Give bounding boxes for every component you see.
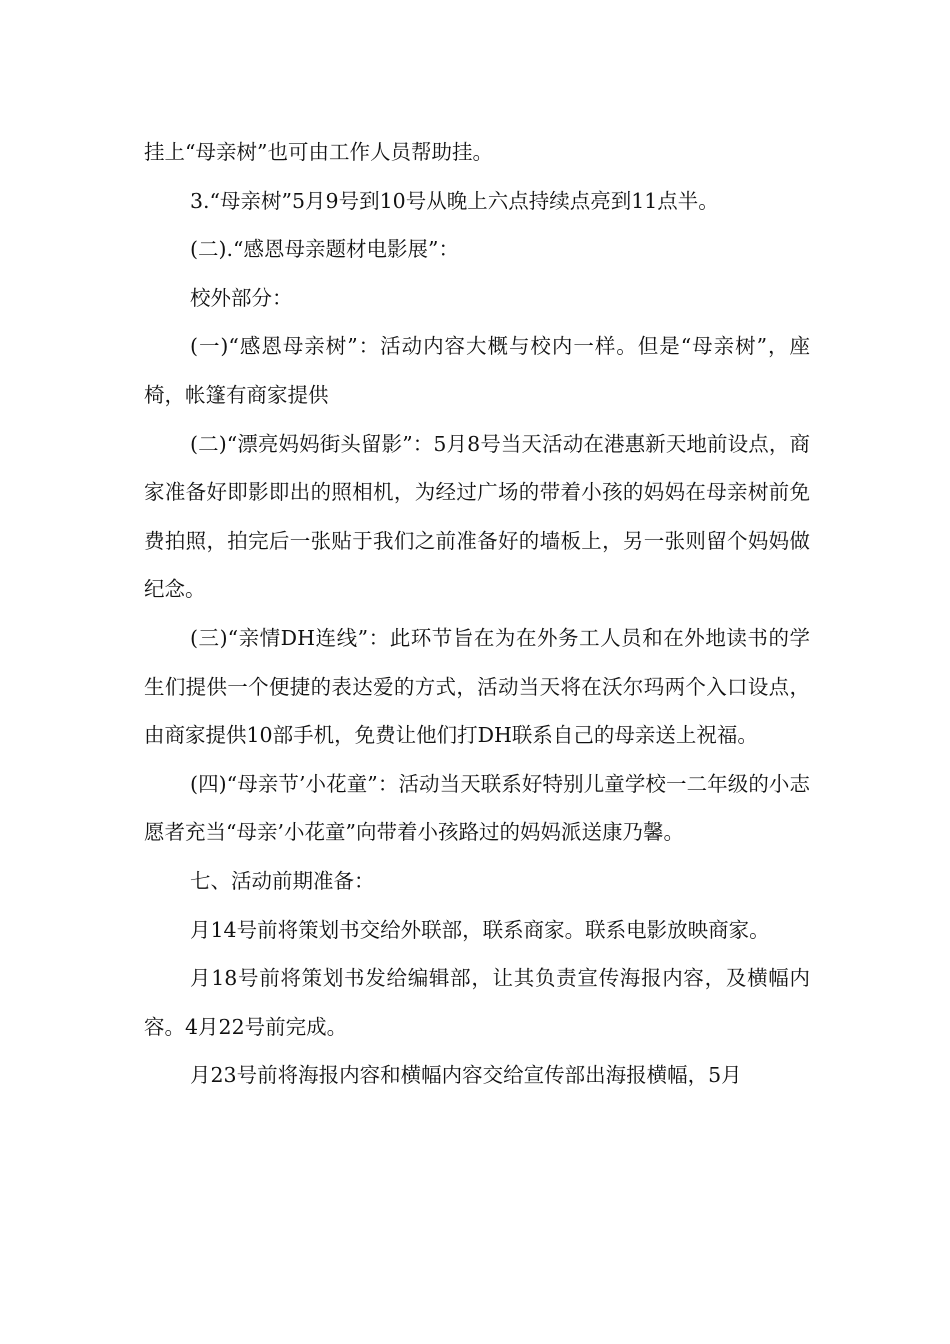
document-body bbox=[144, 128, 810, 1100]
paragraph: (三)“亲情DH连线”：此环节旨在为在外务工人员和在外地读书的学生们提供一个便捷的表达爱的方式，活动当天将在沃尔玛两个入口设点，由商家提供10部手机，免费让他们打DH联系自己的母亲送上祝福。 bbox=[144, 625, 810, 748]
paragraph: (一)“感恩母亲树”：活动内容大概与校内一样。但是“母亲树”，座椅，帐篷有商家提供 bbox=[144, 334, 810, 407]
paragraph: 校外部分： bbox=[190, 285, 293, 310]
paragraph: (四)“母亲节’小花童”：活动当天联系好特别儿童学校一二年级的小志愿者充当“母亲’小花童”向带着小孩路过的妈妈派送康乃馨。 bbox=[144, 771, 810, 845]
paragraph: (二).“感恩母亲题材电影展”： bbox=[190, 237, 459, 262]
paragraph: (二)“漂亮妈妈街头留影”：5月8号当天活动在港惠新天地前设点，商家准备好即影即出的照相机，为经过广场的带着小孩的妈妈在母亲树前免费拍照，拍完后一张贴于我们之前准备好的墙板上，另一张则留个妈妈做纪念。 bbox=[144, 431, 810, 602]
paragraph: 挂上“母亲树”也可由工作人员帮助挂。 bbox=[144, 140, 493, 164]
paragraph: 月23号前将海报内容和横幅内容交给宣传部出海报横幅，5月 bbox=[190, 1063, 742, 1088]
paragraph: 月18号前将策划书发给编辑部，让其负责宣传海报内容，及横幅内容。4月22号前完成。 bbox=[144, 966, 810, 1039]
paragraph: 七、活动前期准备： bbox=[190, 868, 375, 893]
paragraph: 3.“母亲树”5月9号到10号从晚上六点持续点亮到11点半。 bbox=[190, 188, 719, 213]
paragraph: 月14号前将策划书交给外联部，联系商家。联系电影放映商家。 bbox=[190, 917, 770, 942]
